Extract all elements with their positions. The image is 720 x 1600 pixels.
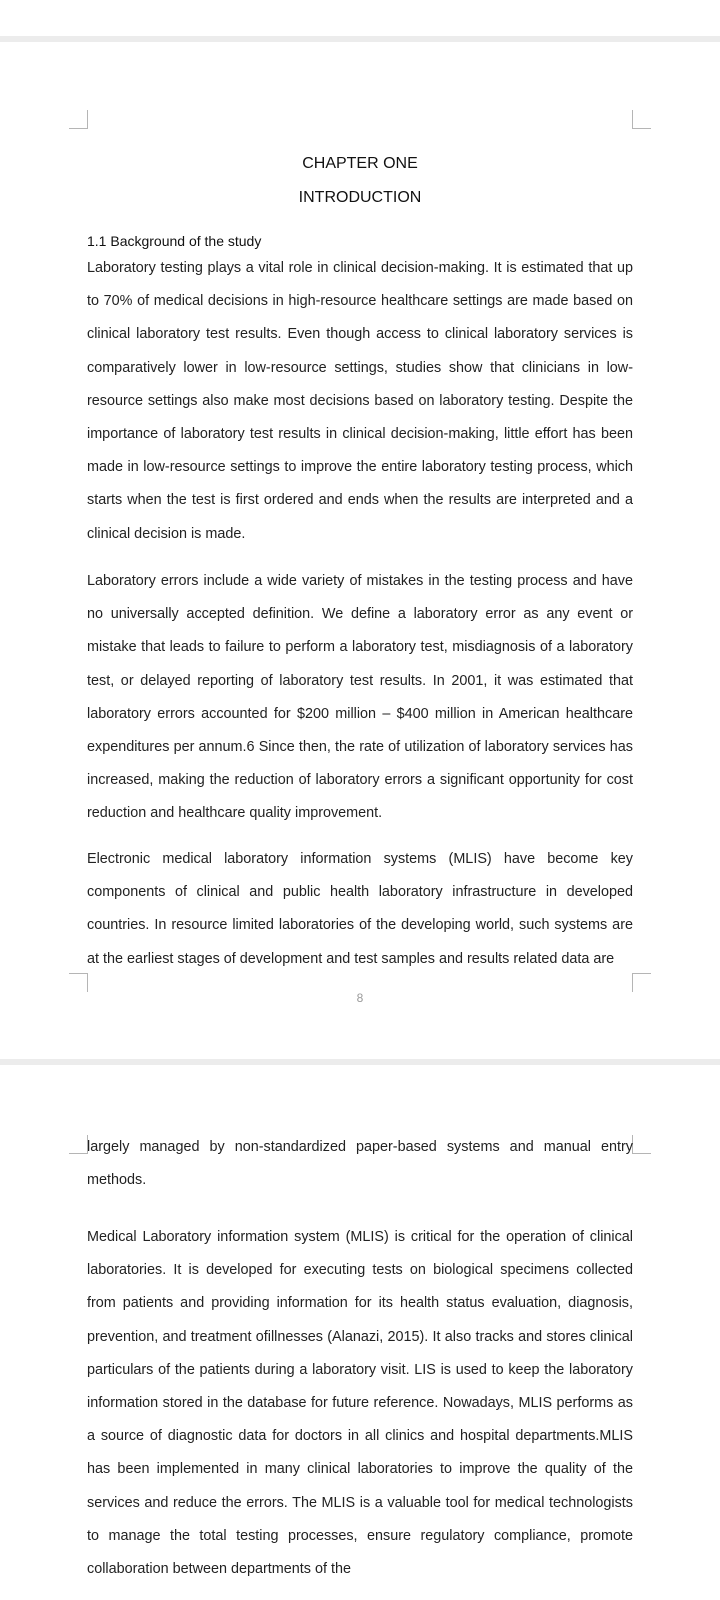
chapter-title: CHAPTER ONE xyxy=(302,155,418,172)
crop-mark-top-right xyxy=(632,110,651,129)
document-page-8 xyxy=(0,42,720,1059)
body-paragraph: largely managed by non-standardized paper-based systems and manual entry methods. xyxy=(87,1139,633,1189)
crop-mark-top-left xyxy=(69,110,88,129)
crop-mark-bottom-right xyxy=(632,973,651,992)
page-number: 8 xyxy=(356,991,364,1005)
section-heading: 1.1 Background of the study xyxy=(87,233,262,249)
body-paragraph: Laboratory errors include a wide variety of mistakes in the testing process and have no universally accepted definition. We define a laboratory error as any event or mistake that leads to failure to perform a laboratory test, misdiagnosis of a laboratory test, or delayed reporting of laboratory test results. In 2001, it was estimated that laboratory errors accounted for $200 million – $400 million in American healthcare expenditures per annum.6 Since then, the rate of utilization of laboratory services has increased, making the reduction of laboratory errors a significant opportunity for cost reduction and healthcare quality improvement. xyxy=(87,573,633,822)
crop-mark-bottom-left xyxy=(69,973,88,992)
body-paragraph: Medical Laboratory information system (MLIS) is critical for the operation of clinical laboratories. It is developed for executing tests on biological specimens collected from patients and providing information for its health status evaluation, diagnosis, prevention, and treatment ofillnesses (Alanazi, 2015). It also tracks and stores clinical particulars of the patients during a laboratory visit. LIS is used to keep the laboratory information stored in the database for future reference. Nowadays, MLIS performs as a source of diagnostic data for doctors in all clinics and hospital departments.MLIS has been implemented in many clinical laboratories to improve the quality of the services and reduce the errors. The MLIS is a valuable tool for medical technologists to manage the total testing processes, ensure regulatory compliance, promote collaboration between departments of the xyxy=(87,1229,633,1578)
chapter-subtitle: INTRODUCTION xyxy=(298,189,422,206)
crop-mark-top-right xyxy=(632,1135,651,1154)
body-paragraph: Electronic medical laboratory information systems (MLIS) have become key components of clinical and public health laboratory infrastructure in developed countries. In resource limited laboratories of the developing world, such systems are at the earliest stages of development and test samples and results related data are xyxy=(87,851,633,967)
document-page-9 xyxy=(0,1065,720,1600)
crop-mark-top-left xyxy=(69,1135,88,1154)
body-paragraph: Laboratory testing plays a vital role in clinical decision-making. It is estimated that up to 70% of medical decisions in high-resource healthcare settings are made based on clinical laboratory test results. Even though access to clinical laboratory services is comparatively lower in low-resource settings, studies show that clinicians in low-resource settings also make most decisions based on laboratory testing. Despite the importance of laboratory test results in clinical decision-making, little effort has been made in low-resource settings to improve the entire laboratory testing process, which starts when the test is first ordered and ends when the results are interpreted and a clinical decision is made. xyxy=(87,260,633,542)
